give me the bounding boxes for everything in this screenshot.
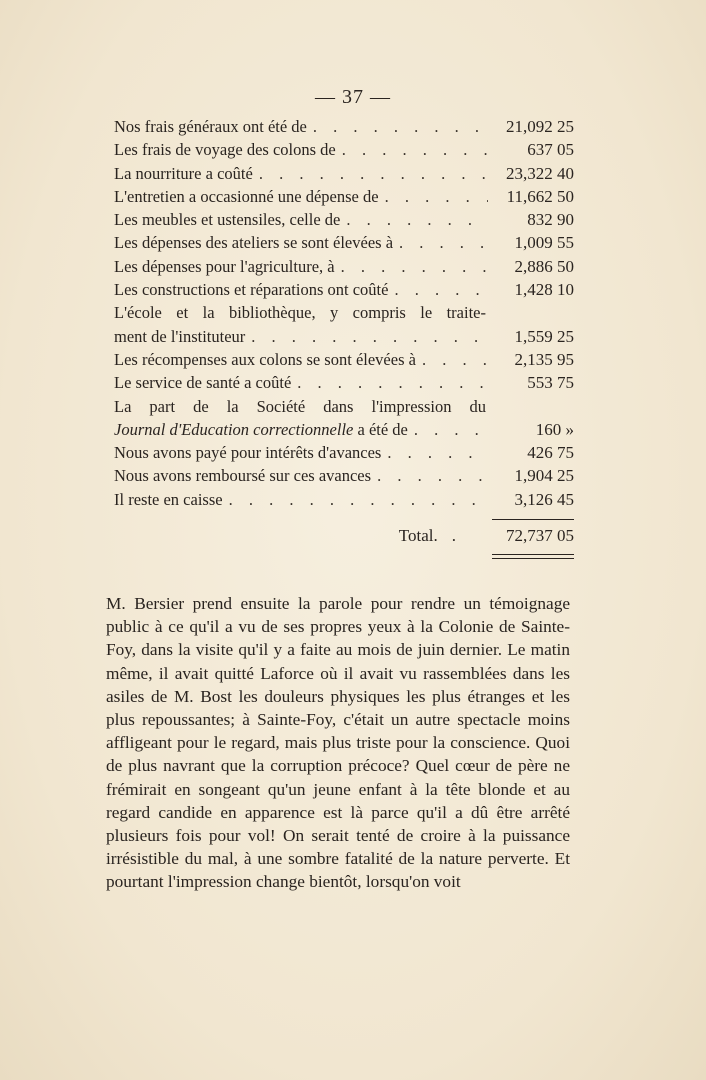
ledger-row (114, 280, 574, 303)
ledger-label: Les dépenses pour l'agriculture, à (114, 256, 335, 276)
total-leader-dot: . (451, 526, 456, 546)
ledger-row (114, 327, 574, 350)
ledger-row (114, 490, 574, 513)
ledger-row (114, 117, 574, 140)
ledger-row (114, 466, 574, 489)
ledger-label: Nos frais généraux ont été de (114, 117, 307, 136)
ledger-row (114, 420, 574, 443)
leader-dots (253, 164, 488, 184)
leader-dots (223, 490, 488, 510)
paragraph-text: M. Bersier prend ensuite la parole pour rendre un témoignage public à ce qu'il a vu de ses propres yeux à la Colonie de Sainte-Foy, dans la visite qu'il y a faite au mois de juin dernier. Le matin même, il avait quitté Laforce où il avait vu rassemblées dans les asiles de M. Bost les douleurs physiques les plus étranges et les plus repoussantes; à Sainte-Foy, c'était un autre spectacle moins affligeant pour le regard, mais plus triste pour la conscience. Quoi de plus navrant que la corruption précoce? Quel cœur de père ne frémirait en songeant qu'un jeune enfant à la tête blonde et au regard candide en apparence est là parce qu'il a dû être arrêté plusieurs fois pour vol! On serait tenté de croire à la puissance irrésistible du mal, à une sombre fatalité de la nature perverte. Et pourtant l'impression change bientôt, lorsqu'on voit (106, 594, 570, 892)
total-label: Total. (398, 526, 438, 546)
ledger-amount: 23,322 40 (506, 163, 574, 183)
ledger-label: La nourriture a coûté (114, 163, 253, 183)
leader-dots (416, 350, 488, 370)
leader-dots (340, 210, 488, 230)
leader-dots (307, 117, 488, 137)
ledger-row (114, 257, 574, 280)
ledger-row-first-line (114, 397, 574, 420)
ledger-row (114, 164, 574, 187)
leader-dots (388, 280, 488, 300)
ledger-row (114, 350, 574, 373)
ledger-label: La part de la Société dans l'impression du (114, 396, 486, 416)
ledger-amount: 3,126 45 (514, 489, 574, 509)
ledger-label: Les meubles et ustensiles, celle de (114, 210, 341, 230)
ledger-row-first-line (114, 303, 574, 326)
leader-dots (291, 373, 488, 393)
ledger-label: Les constructions et réparations ont coûté (114, 280, 389, 300)
ledger-label: Il reste en caisse (114, 489, 223, 509)
leader-dots (393, 233, 488, 253)
ledger-amount: 426 75 (527, 443, 574, 463)
ledger-label: Les récompenses aux colons se sont élevées à (114, 349, 416, 369)
ledger-row (114, 187, 574, 210)
ledger-amount: 832 90 (527, 210, 574, 230)
ledger-row (114, 443, 574, 466)
total-double-rule (492, 554, 574, 559)
ledger-label: Le service de santé a coûté (114, 373, 292, 393)
ledger-amount: 21,092 25 (506, 117, 574, 136)
leader-dots (245, 327, 488, 347)
ledger-label: L'école et la bibliothèque, y compris le traite- (114, 303, 486, 323)
leader-dots (371, 466, 488, 486)
ledger-row (114, 233, 574, 256)
ledger-amount: 637 05 (527, 140, 574, 160)
total-row (114, 526, 574, 550)
ledger-label: L'entretien a occasionné une dépense de (114, 186, 379, 206)
ledger-amount: 1,009 55 (514, 233, 574, 253)
ledger-label: Les dépenses des ateliers se sont élevées à (114, 233, 394, 253)
ledger-label: Nous avons remboursé sur ces avances (114, 466, 372, 486)
leader-dots (408, 420, 488, 440)
page-number: — 37 — (315, 86, 391, 108)
ledger-amount: 2,135 95 (514, 349, 574, 369)
journal-title: Journal d'Education correctionnelle (114, 419, 354, 439)
ledger-amount: 553 75 (527, 373, 574, 393)
ledger-label-tail: a été de (353, 419, 408, 439)
leader-dots (336, 140, 488, 160)
ledger-amount: 1,428 10 (514, 280, 574, 300)
leader-dots (381, 443, 488, 463)
total-amount: 72,737 05 (506, 526, 574, 546)
ledger-label: Nous avons payé pour intérêts d'avances (114, 443, 382, 463)
leader-dots (379, 187, 488, 207)
ledger-row (114, 210, 574, 233)
ledger-label: ment de l'instituteur (114, 326, 246, 346)
body-paragraph (106, 592, 570, 894)
leader-dots (335, 257, 488, 277)
ledger-amount: 11,662 50 (506, 186, 574, 206)
ledger-label: Les frais de voyage des colons de (114, 140, 336, 160)
ledger-amount: 160 » (535, 419, 574, 439)
total-rule (492, 519, 574, 520)
expense-ledger (114, 117, 574, 559)
ledger-row (114, 140, 574, 163)
ledger-row (114, 373, 574, 396)
ledger-amount: 1,559 25 (514, 326, 574, 346)
ledger-amount: 2,886 50 (514, 256, 574, 276)
ledger-label (114, 420, 408, 440)
ledger-amount: 1,904 25 (514, 466, 574, 486)
